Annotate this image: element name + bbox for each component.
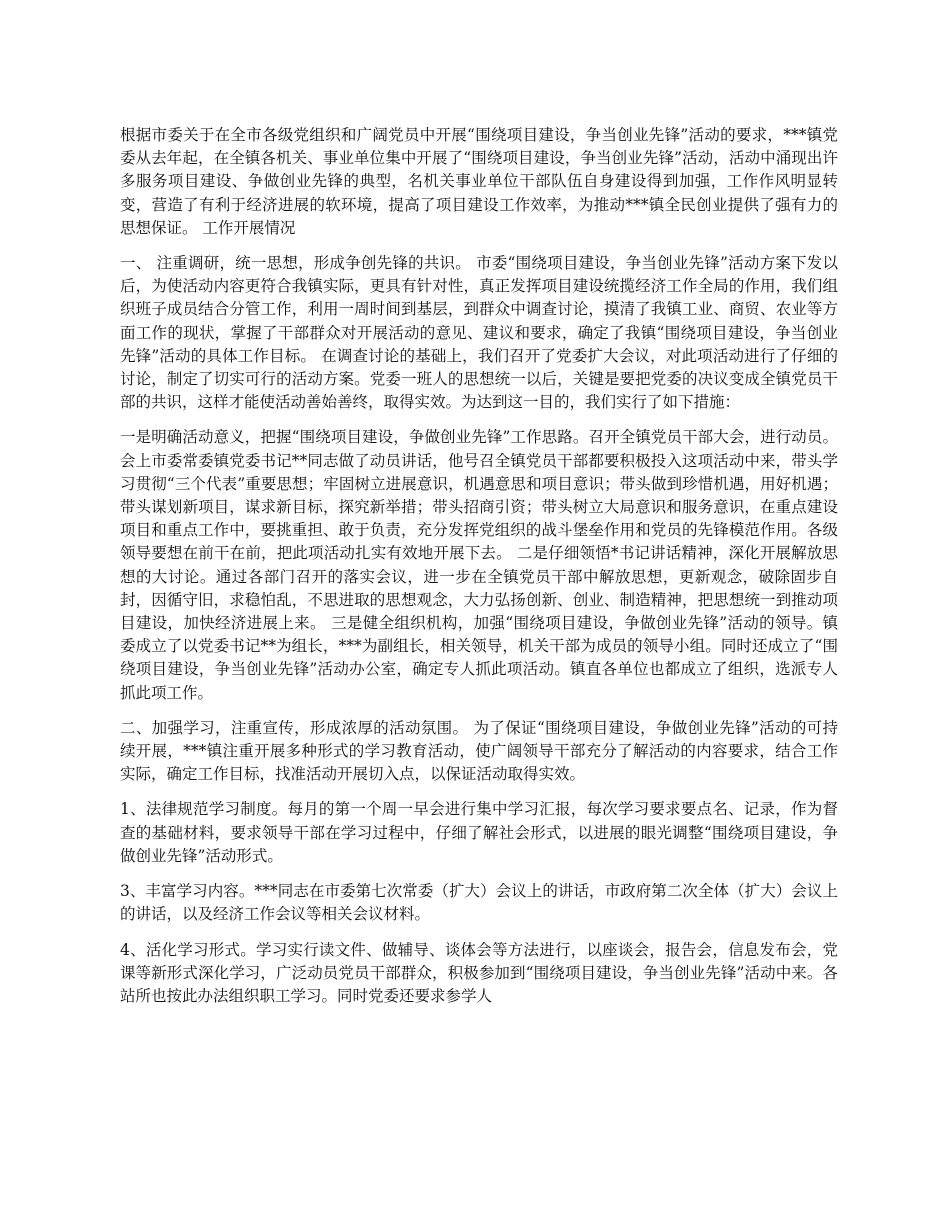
paragraph-measures: 一是明确活动意义，把握“围绕项目建设，争做创业先锋”工作思路。召开全镇党员干部大会，进行动员。会上市委常委镇党委书记**同志做了动员讲话，他号召全镇党员干部都要积极投入这项活动中来，带头学习贯彻“三个代表”重要思想；牢固树立进展意识，机遇意思和项目意识；带头做到珍惜机遇，用好机遇；带头谋划新项目，谋求新目标，探究新举措；带头招商引资；带头树立大局意识和服务意识，在重点建设项目和重点工作中，要挑重担、敢于负责，充分发挥党组织的战斗堡垒作用和党员的先锋模范作用。各级领导要想在前干在前，把此项活动扎实有效地开展下去。 二是仔细领悟*书记讲话精神，深化开展解放思想的大讨论。通过各部门召开的落实会议，进一步在全镇党员干部中解放思想，更新观念，破除固步自封，因循守旧，求稳怕乱，不思进取的思想观念，大力弘扬创新、创业、制造精神，把思想统一到推动项目建设，加快经济进展上来。 三是健全组织机构，加强“围绕项目建设，争做创业先锋”活动的领导。镇委成立了以党委书记**为组长，***为副组长，相关领导，机关干部为成员的领导小组。同时还成立了“围绕项目建设，争当创业先锋”活动办公室，确定专人抓此项活动。镇直各单位也都成立了组织，选派专人抓此项工作。: [120, 428, 838, 702]
paragraph-item-4: 4、活化学习形式。学习实行读文件、做辅导、谈体会等方法进行，以座谈会，报告会，信息发布会，党课等新形式深化学习，广泛动员党员干部群众，积极参加到“围绕项目建设，争当创业先锋”活动中来。各站所也按此办法组织职工学习。同时党委还要求参学人: [120, 940, 838, 1005]
paragraph-section-two: 二、加强学习，注重宣传，形成浓厚的活动氛围。 为了保证“围绕项目建设，争做创业先锋”活动的可持续开展，***镇注重开展多种形式的学习教育活动，使广阔领导干部充分了解活动的内容要求，结合工作实际，确定工作目标，找准活动开展切入点，以保证活动取得实效。: [120, 718, 838, 784]
paragraph-intro: 根据市委关于在全市各级党组织和广阔党员中开展“围绕项目建设，争当创业先锋”活动的要求，***镇党委从去年起，在全镇各机关、事业单位集中开展了“围绕项目建设，争当创业先锋”活动，活动中涌现出许多服务项目建设、争做创业先锋的典型，名机关事业单位干部队伍自身建设得到加强，工作作风明显转变，营造了有利于经济进展的软环境，提高了项目建设工作效率，为推动***镇全民创业提供了强有力的思想保证。 工作开展情况: [120, 126, 838, 237]
paragraph-item-1: 1、法律规范学习制度。每月的第一个周一早会进行集中学习汇报，每次学习要求要点名、记录，作为督查的基础材料，要求领导干部在学习过程中，仔细了解社会形式，以进展的眼光调整“围绕项目建设，争做创业先锋”活动形式。: [120, 800, 838, 865]
document-page: [120, 124, 838, 1020]
paragraph-item-3: 3、丰富学习内容。***同志在市委第七次常委（扩大）会议上的讲话，市政府第二次全体（扩大）会议上的讲话，以及经济工作会议等相关会议材料。: [120, 882, 838, 924]
paragraph-section-one: 一、 注重调研，统一思想，形成争创先锋的共识。 市委“围绕项目建设，争当创业先锋”活动方案下发以后，为使活动内容更符合我镇实际，更具有针对性，真正发挥项目建设统揽经济工作全局的作用，我们组织班子成员结合分管工作，利用一周时间到基层，到群众中调查讨论，摸清了我镇工业、商贸、农业等方面工作的现状，掌握了干部群众对开展活动的意见、建议和要求，确定了我镇“围绕项目建设，争当创业先锋”活动的具体工作目标。 在调查讨论的基础上，我们召开了党委扩大会议，对此项活动进行了仔细的讨论，制定了切实可行的活动方案。党委一班人的思想统一以后，关键是要把党委的决议变成全镇党员干部的共识，这样才能使活动善始善终，取得实效。为达到这一目的，我们实行了如下措施：: [120, 254, 838, 412]
